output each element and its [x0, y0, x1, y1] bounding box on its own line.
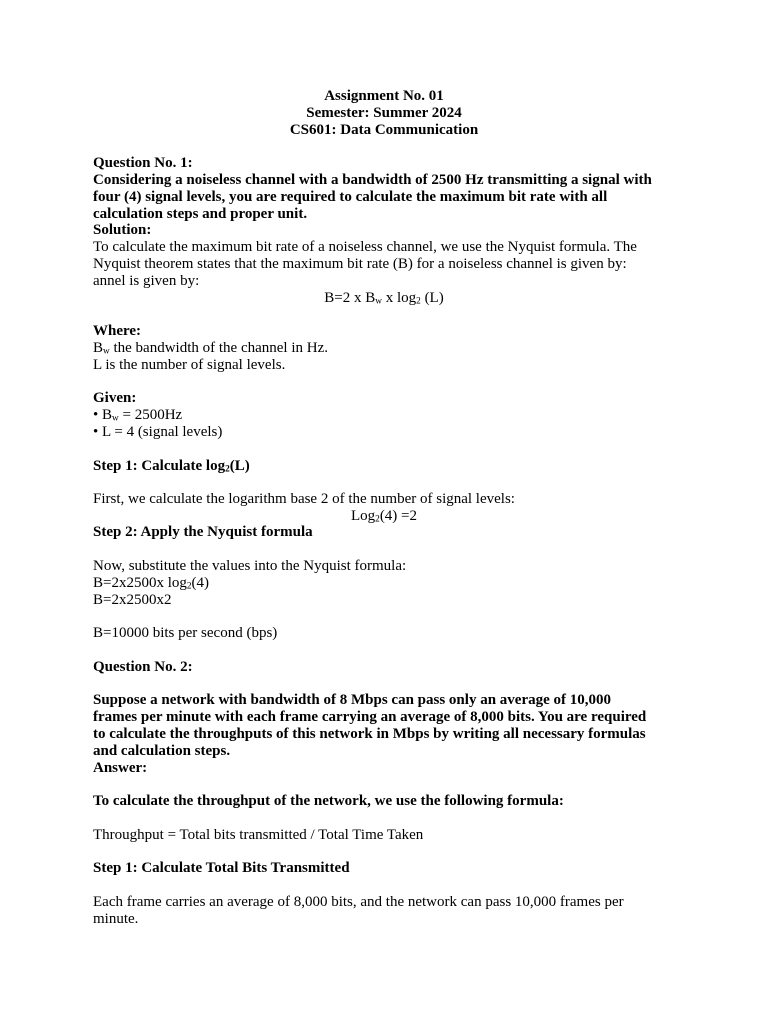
q1-answer: B=10000 bits per second (bps) — [93, 625, 278, 641]
q1-prompt-line-3: calculation steps and proper unit. — [93, 206, 308, 222]
where-levels: L is the number of signal levels. — [93, 357, 286, 373]
q1-calc-line-1: B=2x2500x $\log_2(4)$ — [93, 575, 210, 592]
solution-label: Solution: — [93, 222, 152, 238]
q2-step1-line-2: minute. — [93, 911, 139, 927]
q2-step1-heading: Step 1: Calculate Total Bits Transmitted — [93, 860, 350, 876]
q1-step2-heading: Step 2: Apply the Nyquist formula — [93, 524, 313, 540]
q1-step1-text: First, we calculate the logarithm base 2 of the number of signal levels: — [93, 491, 515, 507]
answer-label: Answer: — [93, 760, 148, 776]
course-line: CS601: Data Communication — [289, 122, 479, 138]
q1-intro-line-3: annel is given by: — [93, 273, 200, 289]
assignment-title: Assignment No. 01 — [324, 88, 444, 104]
q1-step1-heading: Step 1: Calculate $\log_2(L)$ — [93, 458, 250, 475]
q1-step2-text: Now, substitute the values into the Nyquist formula: — [93, 558, 407, 574]
nyquist-formula: B=2 x $B_w$ x $\log_2 (L)$ — [324, 290, 444, 307]
q1-calc-line-2: B=2x2500x2 — [93, 592, 172, 608]
given-label: Given: — [93, 390, 137, 406]
q1-prompt-line-2: four (4) signal levels, you are required to calculate the maximum bit rate with all — [93, 189, 608, 205]
q1-step1-result: Log$_2$(4) =2 — [350, 508, 418, 525]
q2-prompt-line-4: and calculation steps. — [93, 743, 231, 759]
throughput-formula: Throughput = Total bits transmitted / Total Time Taken — [93, 827, 424, 843]
q1-intro-line-2: Nyquist theorem states that the maximum bit rate (B) for a noiseless channel is given by: — [93, 256, 627, 272]
q2-method: To calculate the throughput of the network, we use the following formula: — [93, 793, 564, 809]
where-bandwidth: $B_w$ the bandwidth of the channel in Hz. — [93, 340, 329, 357]
q1-heading: Question No. 1: — [93, 155, 193, 171]
given-bandwidth: • $B_w = 2500Hz$ — [93, 407, 183, 424]
semester-line: Semester: Summer 2024 — [306, 105, 462, 121]
q1-intro-line-1: To calculate the maximum bit rate of a noiseless channel, we use the Nyquist formula. The — [93, 239, 637, 255]
where-label: Where: — [93, 323, 142, 339]
q2-prompt-line-2: frames per minute with each frame carrying an average of 8,000 bits. You are required — [93, 709, 647, 725]
q2-heading: Question No. 2: — [93, 659, 193, 675]
q1-prompt-line-1: Considering a noiseless channel with a bandwidth of 2500 Hz transmitting a signal with — [93, 172, 652, 188]
given-levels: • L = 4 (signal levels) — [93, 424, 223, 440]
q2-step1-line-1: Each frame carries an average of 8,000 bits, and the network can pass 10,000 frames per — [93, 894, 624, 910]
q2-prompt-line-1: Suppose a network with bandwidth of 8 Mbps can pass only an average of 10,000 — [93, 692, 611, 708]
q2-prompt-line-3: to calculate the throughputs of this network in Mbps by writing all necessary formulas — [93, 726, 646, 742]
